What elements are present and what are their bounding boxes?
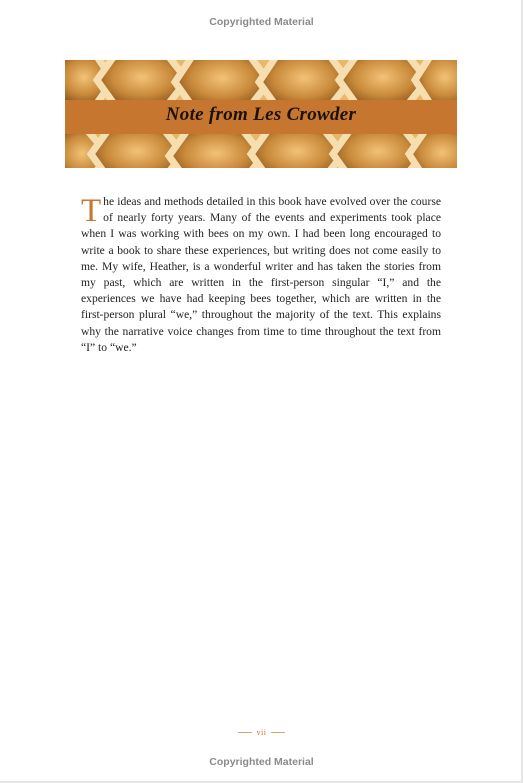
drop-cap: T (81, 193, 102, 229)
honeycomb-banner (65, 60, 457, 168)
page-number-text: vii (256, 728, 267, 737)
copyright-header: Copyrighted Material (209, 16, 314, 28)
copyright-footer: Copyrighted Material (209, 756, 314, 768)
ornament-right (271, 732, 285, 734)
page-number (0, 728, 523, 737)
paragraph-text: he ideas and methods detailed in this book have evolved over the course of nearly forty years. Many of the events and experiments took place when I was working with bees on my own. I had been long encouraged to write a book to share these experiences, but writing does not come easily to me. My wife, Heather, is a wonderful writer and has taken the stories from my past, which are written in the first-person singular “I,” and the experiences we have had keeping bees together, which are written in the first-person plural “we,” throughout the majority of the text. This explains why the narrative voice changes from time to time throughout the text from “I” to “we.” (81, 195, 441, 354)
ornament-left (238, 732, 252, 734)
page-title: Note from Les Crowder (165, 104, 357, 125)
note-paragraph (81, 194, 441, 356)
